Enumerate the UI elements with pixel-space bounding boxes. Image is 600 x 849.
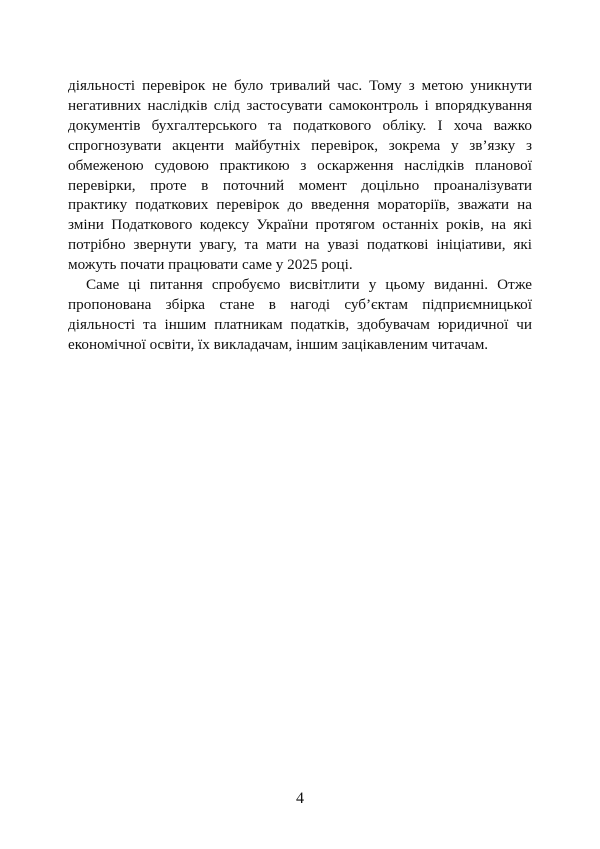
- text-line: обмеженою судовою практикою з оскарження наслідків планової: [68, 156, 532, 174]
- text-line: негативних наслідків слід застосувати самоконтроль і впорядкування: [68, 96, 532, 114]
- paragraph-1: [68, 76, 532, 275]
- text-line: практику податкових перевірок до введення мораторіїв, зважати на: [68, 196, 532, 214]
- text-line: можуть почати працювати саме у 2025 році.: [68, 256, 353, 274]
- text-line: пропонована збірка стане в нагоді суб’єктам підприємницької: [68, 295, 532, 313]
- text-line: економічної освіти, їх викладачам, іншим зацікавленим читачам.: [68, 335, 489, 353]
- page-number: 4: [296, 790, 304, 807]
- text-line: перевірки, проте в поточний момент доцільно проаналізувати: [68, 176, 532, 194]
- text-line: документів бухгалтерського та податкового обліку. І хоча важко: [68, 116, 532, 134]
- text-line: Саме ці питання спробуємо висвітлити у цьому виданні. Отже: [86, 276, 532, 294]
- text-line: діяльності перевірок не було тривалий час. Тому з метою уникнути: [68, 77, 532, 94]
- paragraph-2: [68, 275, 532, 355]
- text-line: спрогнозувати акценти майбутніх перевірок, зокрема у зв’язку з: [68, 136, 532, 154]
- text-line: діяльності та іншим платникам податків, здобувачам юридичної чи: [68, 315, 532, 333]
- body-text: [68, 76, 532, 355]
- text-line: зміни Податкового кодексу України протягом останніх років, на які: [68, 216, 532, 234]
- text-line: потрібно звернути увагу, та мати на увазі податкові ініціативи, які: [68, 236, 532, 254]
